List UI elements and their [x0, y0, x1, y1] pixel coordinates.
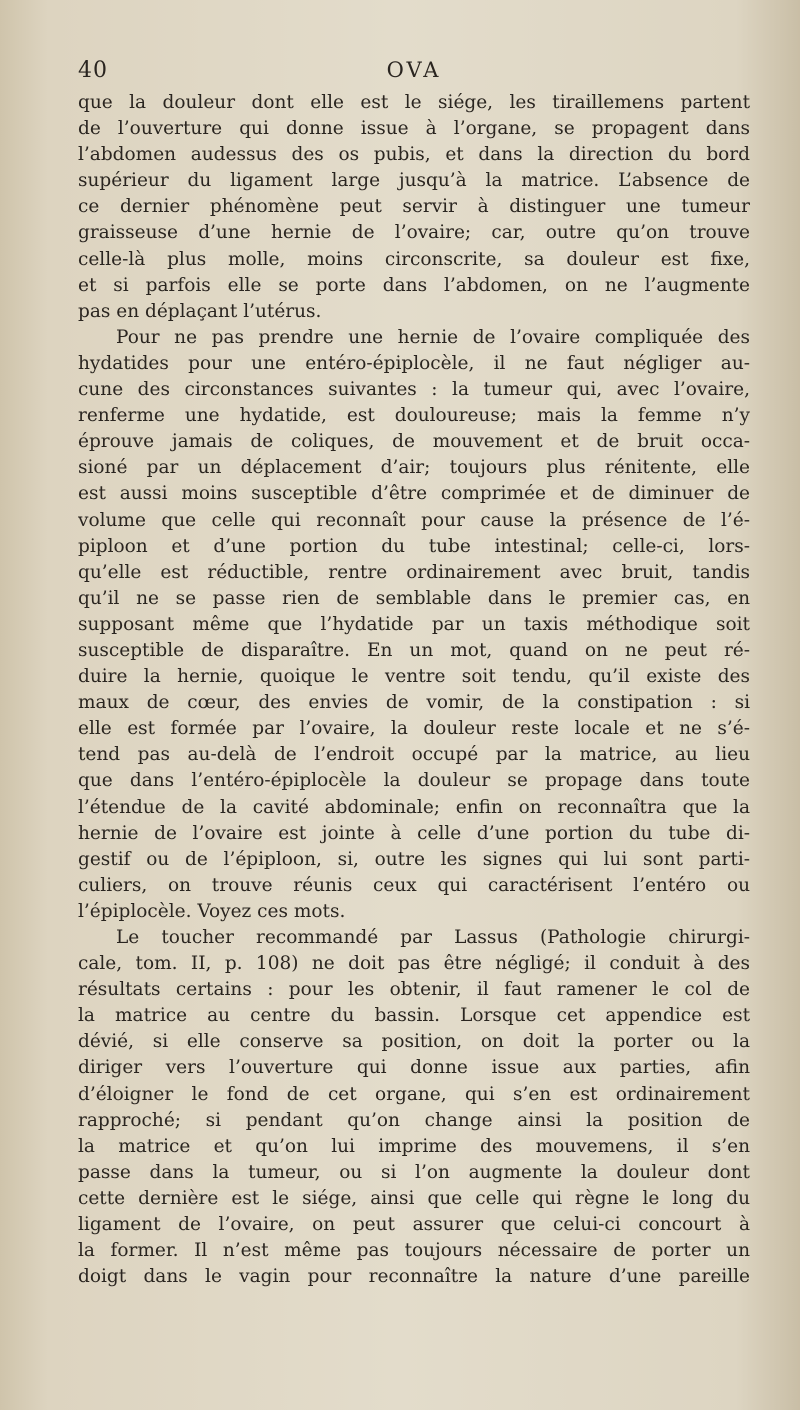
text-line: que la douleur dont elle est le siége, les tiraillemens partent — [78, 92, 750, 113]
page-header — [78, 58, 750, 88]
text-line: graisseuse d’une hernie de l’ovaire; car, outre qu’on trouve — [78, 222, 750, 244]
text-line: et si parfois elle se porte dans l’abdomen, on ne l’augmente — [78, 274, 750, 296]
text-line: la matrice au centre du bassin. Lorsque cet appendice est — [78, 1005, 750, 1027]
text-line: l’étendue de la cavité abdominale; enfin on reconnaîtra que la — [78, 796, 750, 818]
text-line: elle est formée par l’ovaire, la douleur reste locale et ne s’é- — [78, 718, 750, 740]
text-line: gestif ou de l’épiploon, si, outre les signes qui lui sont parti- — [78, 848, 750, 870]
text-line: cune des circonstances suivantes : la tumeur qui, avec l’ovaire, — [78, 379, 750, 401]
text-line: est aussi moins susceptible d’être comprimée et de diminuer de — [78, 483, 750, 505]
text-line: volume que celle qui reconnaît pour cause la présence de l’é- — [78, 509, 750, 531]
text-line: de l’ouverture qui donne issue à l’organe, se propagent dans — [78, 118, 750, 140]
text-line: qu’il ne se passe rien de semblable dans le premier cas, en — [78, 587, 750, 609]
running-title: OVA — [386, 58, 442, 82]
text-line: rapproché; si pendant qu’on change ainsi la position de — [78, 1109, 750, 1131]
text-line: sioné par un déplacement d’air; toujours plus rénitente, elle — [78, 457, 750, 479]
text-line: supposant même que l’hydatide par un taxis méthodique soit — [78, 613, 750, 635]
text-line: éprouve jamais de coliques, de mouvement et de bruit occa- — [78, 431, 750, 453]
text-line: Pour ne pas prendre une hernie de l’ovaire compliquée des — [116, 326, 750, 348]
text-line: supérieur du ligament large jusqu’à la matrice. L’absence de — [78, 170, 750, 192]
body-text — [78, 90, 750, 1290]
page-number: 40 — [78, 58, 108, 83]
text-line: renferme une hydatide, est douloureuse; mais la femme n’y — [78, 405, 750, 427]
text-line: la former. Il n’est même pas toujours nécessaire de porter un — [78, 1240, 750, 1262]
text-line: hernie de l’ovaire est jointe à celle d’une portion du tube di- — [78, 822, 750, 844]
text-line: diriger vers l’ouverture qui donne issue aux parties, afin — [78, 1057, 750, 1079]
text-line: d’éloigner le fond de cet organe, qui s’en est ordinairement — [78, 1083, 750, 1105]
text-line: culiers, on trouve réunis ceux qui caractérisent l’entéro ou — [78, 874, 750, 896]
text-line: résultats certains : pour les obtenir, il faut ramener le col de — [78, 979, 750, 1001]
text-line: piploon et d’une portion du tube intestinal; celle-ci, lors- — [78, 535, 750, 557]
text-line: dévié, si elle conserve sa position, on doit la porter ou la — [78, 1031, 750, 1053]
text-line: maux de cœur, des envies de vomir, de la constipation : si — [78, 692, 750, 714]
text-line: ligament de l’ovaire, on peut assurer que celui-ci concourt à — [78, 1214, 750, 1236]
text-line: l’abdomen audessus des os pubis, et dans la direction du bord — [78, 144, 750, 166]
text-line: doigt dans le vagin pour reconnaître la nature d’une pareille — [78, 1266, 750, 1288]
text-line: cette dernière est le siége, ainsi que celle qui règne le long du — [78, 1187, 750, 1209]
text-line: duire la hernie, quoique le ventre soit tendu, qu’il existe des — [78, 666, 750, 688]
text-line: qu’elle est réductible, rentre ordinairement avec bruit, tandis — [78, 561, 750, 583]
text-line: celle-là plus molle, moins circonscrite, sa douleur est fixe, — [78, 248, 750, 270]
text-line: ce dernier phénomène peut servir à distinguer une tumeur — [78, 196, 750, 218]
text-line: susceptible de disparaître. En un mot, quand on ne peut ré- — [78, 639, 750, 661]
text-line: pas en déplaçant l’utérus. — [78, 300, 322, 322]
text-line: Le toucher recommandé par Lassus (Pathologie chirurgi- — [116, 927, 750, 948]
text-line: tend pas au-delà de l’endroit occupé par la matrice, au lieu — [78, 744, 750, 766]
text-line: cale, tom. II, p. 108) ne doit pas être négligé; il conduit à des — [78, 953, 750, 975]
text-line: que dans l’entéro-épiplocèle la douleur se propage dans toute — [78, 770, 750, 792]
text-line: l’épiplocèle. Voyez ces mots. — [78, 900, 346, 922]
text-line: hydatides pour une entéro-épiplocèle, il ne faut négliger au- — [78, 352, 750, 374]
text-line: la matrice et qu’on lui imprime des mouvemens, il s’en — [78, 1135, 750, 1157]
text-line: passe dans la tumeur, ou si l’on augmente la douleur dont — [78, 1161, 750, 1183]
